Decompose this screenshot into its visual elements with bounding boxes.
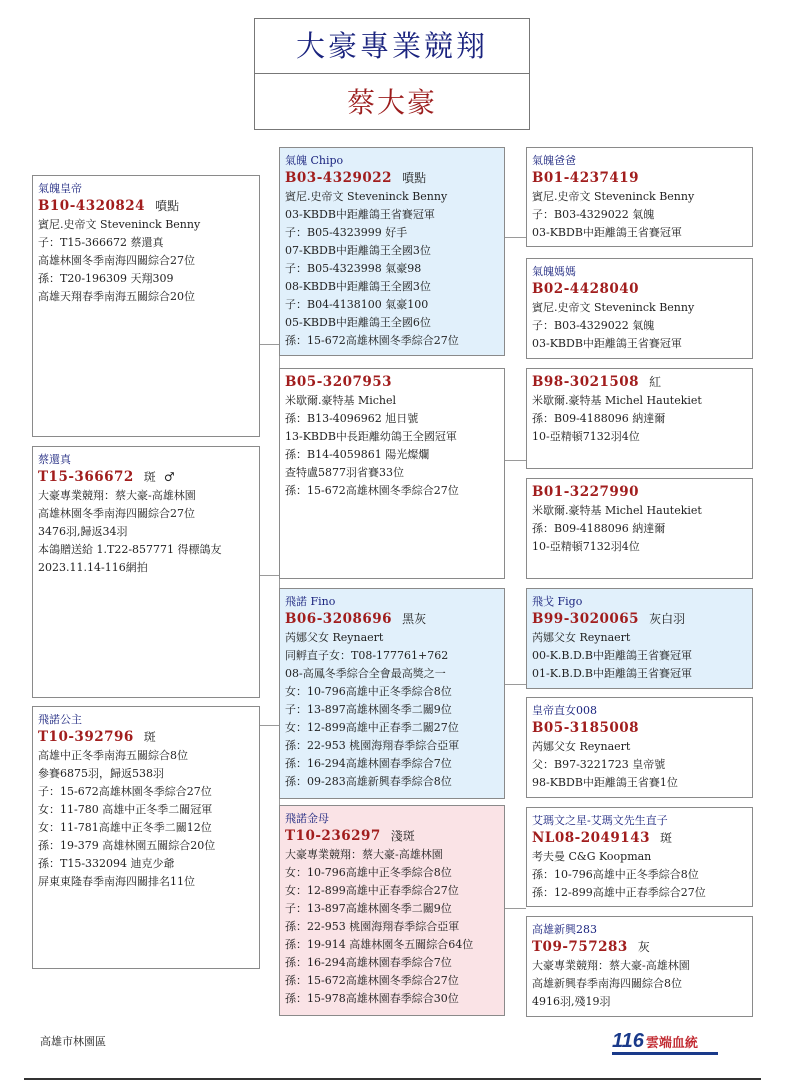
info-line: 同孵直子女：T08-177761+762 bbox=[285, 649, 449, 662]
info-line: 03-KBDB中距離鴿王省賽冠軍 bbox=[532, 337, 682, 350]
subject-card bbox=[32, 446, 260, 698]
ring-number: B01-4237419 bbox=[532, 170, 640, 186]
info-line: 00-K.B.D.B中距離鴿王省賽冠軍 bbox=[532, 649, 693, 662]
location-text: 高雄市林園區 bbox=[40, 1036, 106, 1048]
feather-color: 斑 bbox=[659, 831, 672, 845]
sex-symbol: ♂ bbox=[163, 470, 175, 484]
dam-dam-card bbox=[279, 805, 505, 1016]
dam-sire-sire-card bbox=[526, 588, 753, 689]
info-line: 子：B05-4323998 氣豪98 bbox=[285, 262, 422, 275]
info-line: 03-KBDB中距離鴿王省賽冠軍 bbox=[285, 208, 435, 221]
sire-dam-card bbox=[279, 368, 505, 579]
ring-row bbox=[532, 373, 747, 392]
info-line: 01-K.B.D.B中距離鴿王省賽冠軍 bbox=[532, 667, 693, 680]
feather-color: 斑 bbox=[143, 470, 156, 484]
info-line: 米歇爾.豪特基 Michel Hautekiet bbox=[532, 504, 702, 517]
logo bbox=[612, 1030, 698, 1056]
pigeon-name: 氣魄爸爸 bbox=[532, 154, 576, 167]
info-line: 孫：09-283高雄新興春季綜合8位 bbox=[285, 775, 452, 788]
info-line: 大豪專業競翔：蔡大豪-高雄林園 bbox=[532, 959, 690, 972]
pigeon-name: 飛諾 Fino bbox=[285, 595, 336, 608]
pigeon-name: 氣魄 Chipo bbox=[285, 154, 344, 167]
ring-number: T09-757283 bbox=[532, 939, 628, 955]
info-line: 05-KBDB中距離鴿王全國6位 bbox=[285, 316, 431, 329]
info-line: 查特盧5877羽省賽33位 bbox=[285, 466, 404, 479]
info-line: 高雄天翔春季南海五關綜合20位 bbox=[38, 290, 195, 303]
ring-row bbox=[532, 829, 747, 848]
loft-title: 大豪專業競翔 bbox=[255, 19, 529, 74]
info-line: 2023.11.14-116網拍 bbox=[38, 561, 148, 574]
info-line: 10-亞精頓7132羽4位 bbox=[532, 430, 640, 443]
ring-row bbox=[285, 373, 499, 392]
connector bbox=[504, 684, 526, 685]
sire-sire-card bbox=[279, 147, 505, 356]
sire-dam-sire-card bbox=[526, 368, 753, 469]
logo-underline bbox=[612, 1052, 718, 1055]
connector bbox=[259, 575, 280, 576]
info-line: 女：12-899高雄中正春季綜合27位 bbox=[285, 884, 459, 897]
ring-row bbox=[532, 280, 747, 299]
info-line: 孫：22-953 桃園海翔春季綜合亞軍 bbox=[285, 920, 460, 933]
connector bbox=[504, 237, 526, 238]
info-line: 父：B97-3221723 皇帝號 bbox=[532, 758, 666, 771]
ring-row bbox=[532, 169, 747, 188]
ring-number: B05-3185008 bbox=[532, 720, 640, 736]
bottom-rule bbox=[24, 1078, 761, 1080]
ring-row bbox=[285, 827, 499, 846]
ring-row bbox=[38, 197, 254, 216]
info-line: 女：12-899高雄中正春季二關27位 bbox=[285, 721, 459, 734]
ring-row bbox=[285, 169, 499, 188]
connector bbox=[259, 344, 280, 345]
info-line: 孫：B13-4096962 旭日號 bbox=[285, 412, 419, 425]
feather-color: 斑 bbox=[143, 730, 156, 744]
info-line: 孫：10-796高雄中正冬季綜合8位 bbox=[532, 868, 699, 881]
info-line: 子：T15-366672 蔡還真 bbox=[38, 236, 164, 249]
info-line: 芮娜父女 Reynaert bbox=[532, 631, 631, 644]
info-line: 芮娜父女 Reynaert bbox=[285, 631, 384, 644]
pigeon-name: 氣魄媽媽 bbox=[532, 265, 576, 278]
info-line: 高雄林園冬季南海四關綜合27位 bbox=[38, 254, 195, 267]
ring-number: B05-3207953 bbox=[285, 374, 393, 390]
info-line: 孫：22-953 桃園海翔春季綜合亞軍 bbox=[285, 739, 460, 752]
info-line: 孫：15-672高雄林園冬季綜合27位 bbox=[285, 484, 459, 497]
dam-sire-card bbox=[279, 588, 505, 799]
info-line: 子：15-672高雄林園冬季綜合27位 bbox=[38, 785, 212, 798]
info-line: 子：B03-4329022 氣魄 bbox=[532, 208, 655, 221]
ring-row bbox=[532, 719, 747, 738]
info-line: 子：B04-4138100 氣豪100 bbox=[285, 298, 429, 311]
owner-name: 蔡大豪 bbox=[346, 86, 437, 119]
info-line: 13-KBDB中長距離幼鴿王全國冠軍 bbox=[285, 430, 457, 443]
info-line: 子：B05-4323999 好手 bbox=[285, 226, 408, 239]
ring-number: T10-392796 bbox=[38, 729, 134, 745]
info-line: 子：13-897高雄林園冬季二關9位 bbox=[285, 902, 452, 915]
ring-number: B99-3020065 bbox=[532, 611, 640, 627]
pigeon-name: 飛諾公主 bbox=[38, 713, 82, 726]
ring-row bbox=[38, 468, 254, 487]
dam-sire-dam-card bbox=[526, 697, 753, 798]
info-line: 高雄新興春季南海四關綜合8位 bbox=[532, 977, 682, 990]
dam-card bbox=[32, 706, 260, 969]
pigeon-name: 艾瑪文之星-艾瑪文先生直子 bbox=[532, 814, 668, 827]
feather-color: 噴點 bbox=[155, 199, 180, 213]
info-line: 孫：15-672高雄林園冬季綜合27位 bbox=[285, 334, 459, 347]
ring-row bbox=[285, 610, 499, 629]
info-line: 米歇爾.豪特基 Michel bbox=[285, 394, 397, 407]
info-line: 10-亞精頓7132羽4位 bbox=[532, 540, 640, 553]
info-line: 孫：19-379 高雄林園五關綜合20位 bbox=[38, 839, 216, 852]
ring-row bbox=[532, 610, 747, 629]
info-line: 屏東東隆春季南海四關排名11位 bbox=[38, 875, 195, 888]
info-line: 賓尼.史帝文 Steveninck Benny bbox=[38, 218, 201, 231]
info-line: 子：B03-4329022 氣魄 bbox=[532, 319, 655, 332]
dam-dam-sire-card bbox=[526, 807, 753, 907]
info-line: 賓尼.史帝文 Steveninck Benny bbox=[285, 190, 448, 203]
feather-color: 紅 bbox=[649, 375, 662, 389]
info-line: 本鴿贈送給 1.T22-857771 得標鴿友 bbox=[38, 543, 222, 556]
info-line: 女：10-796高雄中正冬季綜合8位 bbox=[285, 685, 452, 698]
ring-number: B02-4428040 bbox=[532, 281, 640, 297]
feather-color: 灰 bbox=[637, 940, 650, 954]
ring-number: NL08-2049143 bbox=[532, 830, 650, 846]
info-line: 女：10-796高雄中正冬季綜合8位 bbox=[285, 866, 452, 879]
ring-number: B03-4329022 bbox=[285, 170, 393, 186]
feather-color: 噴點 bbox=[402, 171, 427, 185]
info-line: 女：11-781高雄中正冬季二關12位 bbox=[38, 821, 212, 834]
info-line: 08-KBDB中距離鴿王全國3位 bbox=[285, 280, 431, 293]
info-line: 高雄中正冬季南海五關綜合8位 bbox=[38, 749, 188, 762]
sire-dam-dam-card bbox=[526, 478, 753, 579]
info-line: 孫：15-672高雄林園冬季綜合27位 bbox=[285, 974, 459, 987]
ring-number: B10-4320824 bbox=[38, 198, 146, 214]
logo-text: 雲端血統 bbox=[645, 1035, 698, 1050]
pigeon-name: 飛諾金母 bbox=[285, 812, 329, 825]
info-line: 孫：B09-4188096 納達爾 bbox=[532, 412, 666, 425]
info-line: 米歇爾.豪特基 Michel Hautekiet bbox=[532, 394, 702, 407]
info-line: 98-KBDB中距離鴿王省賽1位 bbox=[532, 776, 678, 789]
info-line: 孫：B14-4059861 陽光燦爛 bbox=[285, 448, 430, 461]
ring-number: T10-236297 bbox=[285, 828, 381, 844]
dam-dam-dam-card bbox=[526, 916, 753, 1017]
info-line: 08-高鳳冬季綜合全會最高獎之一 bbox=[285, 667, 446, 680]
connector bbox=[259, 725, 280, 726]
info-line: 孫：B09-4188096 納達爾 bbox=[532, 522, 666, 535]
ring-row bbox=[532, 938, 747, 957]
info-line: 孫：12-899高雄中正春季綜合27位 bbox=[532, 886, 706, 899]
info-line: 07-KBDB中距離鴿王全國3位 bbox=[285, 244, 431, 257]
sire-sire-sire-card bbox=[526, 147, 753, 247]
feather-color: 黑灰 bbox=[402, 612, 427, 626]
info-line: 3476羽,歸返34羽 bbox=[38, 525, 128, 538]
ring-row bbox=[38, 728, 254, 747]
info-line: 芮娜父女 Reynaert bbox=[532, 740, 631, 753]
info-line: 孫：T15-332094 迪克少爺 bbox=[38, 857, 175, 870]
pigeon-name: 皇帝直女008 bbox=[532, 704, 597, 717]
sire-card bbox=[32, 175, 260, 437]
sire-sire-dam-card bbox=[526, 258, 753, 359]
info-line: 孫：19-914 高雄林園冬五關綜合64位 bbox=[285, 938, 474, 951]
info-line: 參賽6875羽，歸返538羽 bbox=[38, 767, 164, 780]
info-line: 子：13-897高雄林園冬季二關9位 bbox=[285, 703, 452, 716]
pigeon-name: 氣魄皇帝 bbox=[38, 182, 82, 195]
info-line: 03-KBDB中距離鴿王省賽冠軍 bbox=[532, 226, 682, 239]
ring-number: B01-3227990 bbox=[532, 484, 640, 500]
header-box bbox=[254, 18, 530, 130]
pigeon-name: 飛戈 Figo bbox=[532, 595, 583, 608]
info-line: 高雄林園冬季南海四關綜合27位 bbox=[38, 507, 195, 520]
connector bbox=[504, 908, 526, 909]
info-line: 考夫曼 C&G Koopman bbox=[532, 850, 652, 863]
info-line: 孫：15-978高雄林園春季綜合30位 bbox=[285, 992, 459, 1005]
info-line: 賓尼.史帝文 Steveninck Benny bbox=[532, 301, 695, 314]
pigeon-name: 蔡還真 bbox=[38, 453, 71, 466]
logo-number: 116 bbox=[612, 1030, 644, 1052]
feather-color: 灰白羽 bbox=[649, 612, 686, 626]
feather-color: 淺斑 bbox=[390, 829, 415, 843]
info-line: 女：11-780 高雄中正冬季二關冠軍 bbox=[38, 803, 213, 816]
ring-number: T15-366672 bbox=[38, 469, 134, 485]
connector bbox=[504, 460, 526, 461]
ring-row bbox=[532, 483, 747, 502]
info-line: 孫：T20-196309 天翔309 bbox=[38, 272, 174, 285]
ring-number: B06-3208696 bbox=[285, 611, 393, 627]
info-line: 孫：16-294高雄林園春季綜合7位 bbox=[285, 956, 452, 969]
info-line: 孫：16-294高雄林園春季綜合7位 bbox=[285, 757, 452, 770]
info-line: 大豪專業競翔：蔡大豪-高雄林園 bbox=[285, 848, 443, 861]
info-line: 4916羽,殘19羽 bbox=[532, 995, 611, 1008]
info-line: 大豪專業競翔：蔡大豪-高雄林園 bbox=[38, 489, 196, 502]
info-line: 賓尼.史帝文 Steveninck Benny bbox=[532, 190, 695, 203]
ring-number: B98-3021508 bbox=[532, 374, 640, 390]
pigeon-name: 高雄新興283 bbox=[532, 923, 597, 936]
